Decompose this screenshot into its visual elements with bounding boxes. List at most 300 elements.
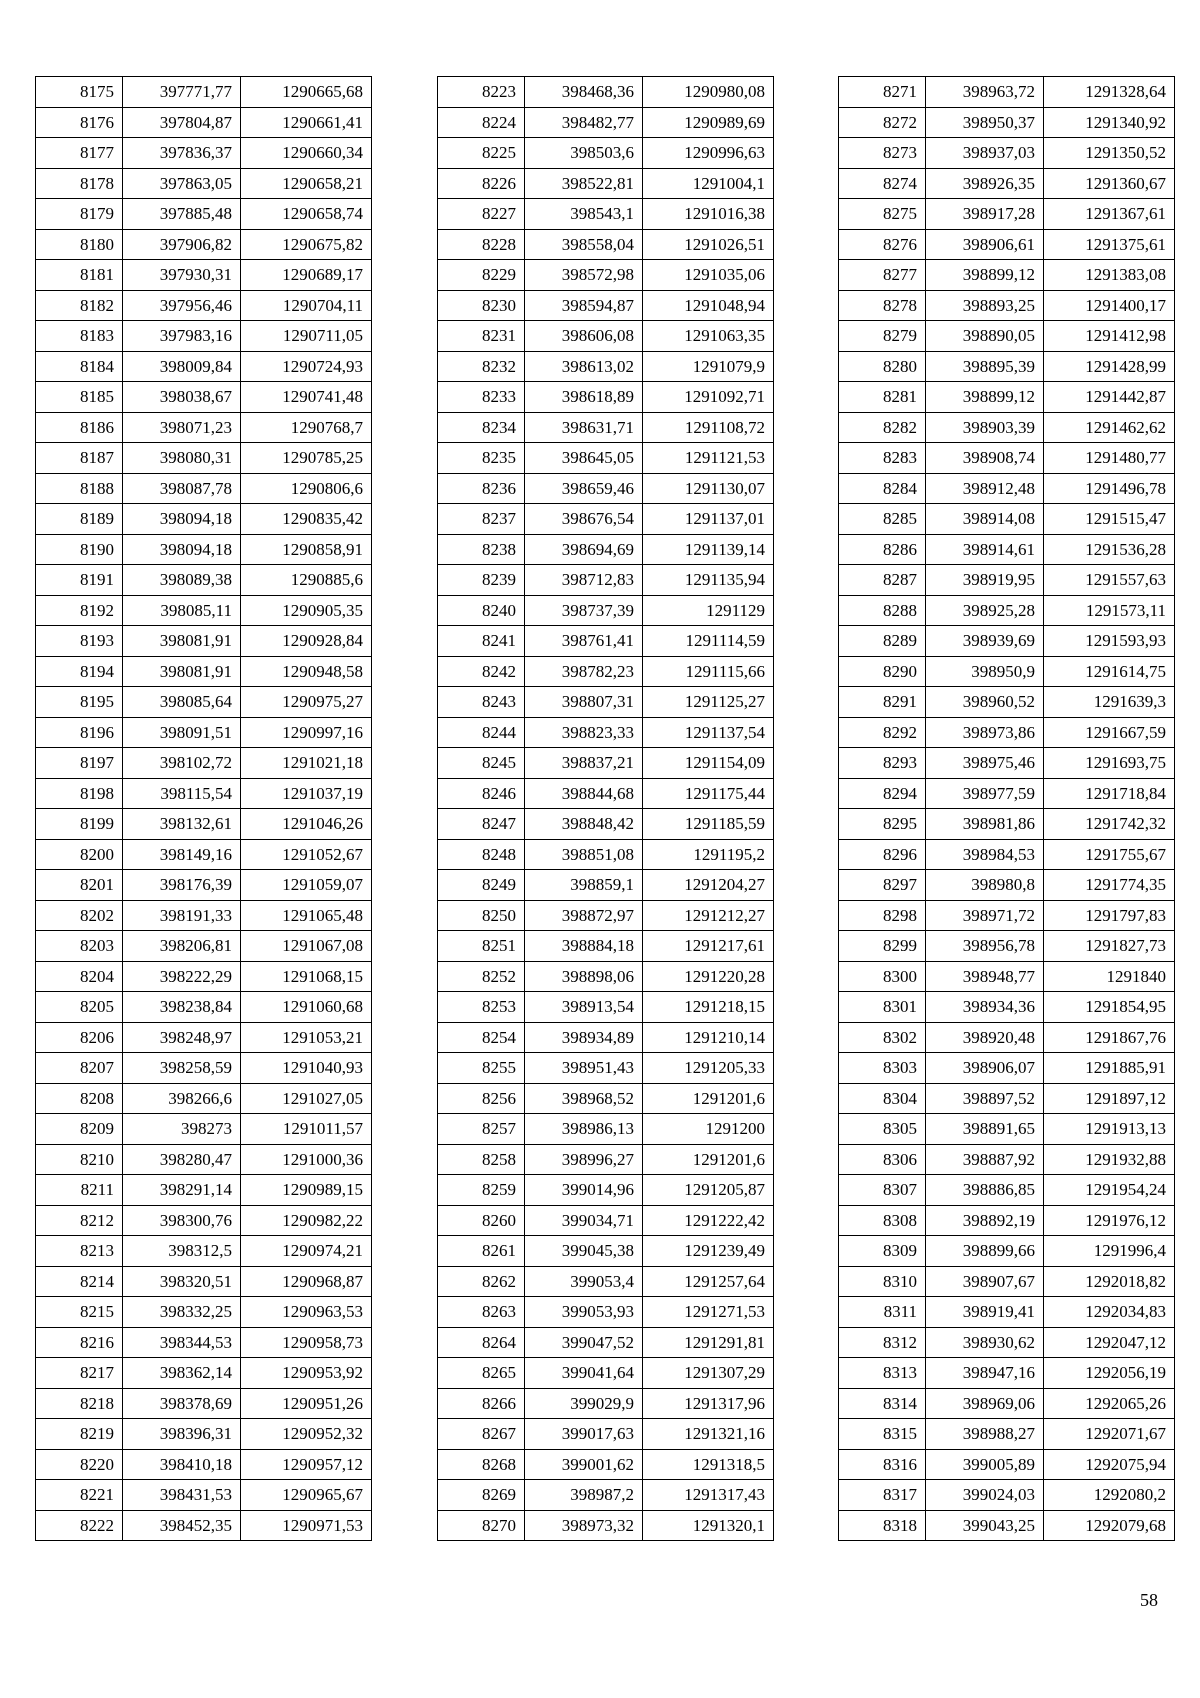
table-row	[36, 778, 372, 809]
y-coordinate-cell: 1290980,08	[643, 77, 774, 108]
x-coordinate-cell: 398312,5	[123, 1236, 241, 1267]
x-coordinate-cell: 398594,87	[525, 290, 643, 321]
x-coordinate-cell: 398176,39	[123, 870, 241, 901]
y-coordinate-cell: 1290658,74	[241, 199, 372, 230]
x-coordinate-cell: 397885,48	[123, 199, 241, 230]
y-coordinate-cell: 1291092,71	[643, 382, 774, 413]
y-coordinate-cell: 1291897,12	[1044, 1083, 1175, 1114]
table-row	[36, 321, 372, 352]
point-number-cell: 8247	[438, 809, 525, 840]
y-coordinate-cell: 1292034,83	[1044, 1297, 1175, 1328]
y-coordinate-cell: 1291383,08	[1044, 260, 1175, 291]
point-number-cell: 8310	[839, 1266, 926, 1297]
x-coordinate-cell: 398981,86	[926, 809, 1044, 840]
y-coordinate-cell: 1291048,94	[643, 290, 774, 321]
table-row	[36, 1083, 372, 1114]
x-coordinate-cell: 398085,64	[123, 687, 241, 718]
x-coordinate-cell: 398080,31	[123, 443, 241, 474]
point-number-cell: 8211	[36, 1175, 123, 1206]
point-number-cell: 8263	[438, 1297, 525, 1328]
point-number-cell: 8306	[839, 1144, 926, 1175]
point-number-cell: 8296	[839, 839, 926, 870]
table-row	[839, 199, 1175, 230]
x-coordinate-cell: 398893,25	[926, 290, 1044, 321]
point-number-cell: 8254	[438, 1022, 525, 1053]
x-coordinate-cell: 397930,31	[123, 260, 241, 291]
x-coordinate-cell: 398431,53	[123, 1480, 241, 1511]
y-coordinate-cell: 1291774,35	[1044, 870, 1175, 901]
table-row	[36, 382, 372, 413]
y-coordinate-cell: 1291742,32	[1044, 809, 1175, 840]
table-row	[438, 1480, 774, 1511]
table-row	[438, 473, 774, 504]
y-coordinate-cell: 1292065,26	[1044, 1388, 1175, 1419]
point-number-cell: 8230	[438, 290, 525, 321]
table-row	[839, 931, 1175, 962]
table-row	[36, 412, 372, 443]
x-coordinate-cell: 398222,29	[123, 961, 241, 992]
y-coordinate-cell: 1291000,36	[241, 1144, 372, 1175]
point-number-cell: 8255	[438, 1053, 525, 1084]
y-coordinate-cell: 1290905,35	[241, 595, 372, 626]
x-coordinate-cell: 398912,48	[926, 473, 1044, 504]
table-row	[839, 229, 1175, 260]
x-coordinate-cell: 397863,05	[123, 168, 241, 199]
y-coordinate-cell: 1290835,42	[241, 504, 372, 535]
table-row	[36, 260, 372, 291]
x-coordinate-cell: 398951,43	[525, 1053, 643, 1084]
table-row	[36, 1358, 372, 1389]
x-coordinate-cell: 398973,86	[926, 717, 1044, 748]
x-coordinate-cell: 398362,14	[123, 1358, 241, 1389]
y-coordinate-cell: 1290711,05	[241, 321, 372, 352]
table-row	[438, 1114, 774, 1145]
y-coordinate-cell: 1292080,2	[1044, 1480, 1175, 1511]
y-coordinate-cell: 1291307,29	[643, 1358, 774, 1389]
x-coordinate-cell: 398988,27	[926, 1419, 1044, 1450]
table-row	[36, 1449, 372, 1480]
table-row	[438, 412, 774, 443]
y-coordinate-cell: 1291271,53	[643, 1297, 774, 1328]
x-coordinate-cell: 398903,39	[926, 412, 1044, 443]
x-coordinate-cell: 397956,46	[123, 290, 241, 321]
point-number-cell: 8224	[438, 107, 525, 138]
x-coordinate-cell: 398950,37	[926, 107, 1044, 138]
point-number-cell: 8252	[438, 961, 525, 992]
y-coordinate-cell: 1291797,83	[1044, 900, 1175, 931]
point-number-cell: 8220	[36, 1449, 123, 1480]
y-coordinate-cell: 1290997,16	[241, 717, 372, 748]
x-coordinate-cell: 398996,27	[525, 1144, 643, 1175]
x-coordinate-cell: 399045,38	[525, 1236, 643, 1267]
table-row	[36, 687, 372, 718]
x-coordinate-cell: 399005,89	[926, 1449, 1044, 1480]
point-number-cell: 8260	[438, 1205, 525, 1236]
y-coordinate-cell: 1291125,27	[643, 687, 774, 718]
point-number-cell: 8184	[36, 351, 123, 382]
table-row	[839, 656, 1175, 687]
x-coordinate-cell: 398937,03	[926, 138, 1044, 169]
table-row	[839, 443, 1175, 474]
x-coordinate-cell: 398676,54	[525, 504, 643, 535]
y-coordinate-cell: 1291108,72	[643, 412, 774, 443]
point-number-cell: 8217	[36, 1358, 123, 1389]
y-coordinate-cell: 1291212,27	[643, 900, 774, 931]
point-number-cell: 8279	[839, 321, 926, 352]
point-number-cell: 8188	[36, 473, 123, 504]
x-coordinate-cell: 398396,31	[123, 1419, 241, 1450]
point-number-cell: 8216	[36, 1327, 123, 1358]
y-coordinate-cell: 1291035,06	[643, 260, 774, 291]
point-number-cell: 8304	[839, 1083, 926, 1114]
point-number-cell: 8269	[438, 1480, 525, 1511]
point-number-cell: 8270	[438, 1510, 525, 1541]
x-coordinate-cell: 399043,25	[926, 1510, 1044, 1541]
x-coordinate-cell: 398977,59	[926, 778, 1044, 809]
table-row	[839, 595, 1175, 626]
y-coordinate-cell: 1291755,67	[1044, 839, 1175, 870]
x-coordinate-cell: 399024,03	[926, 1480, 1044, 1511]
point-number-cell: 8305	[839, 1114, 926, 1145]
x-coordinate-cell: 398895,39	[926, 351, 1044, 382]
point-number-cell: 8215	[36, 1297, 123, 1328]
point-number-cell: 8318	[839, 1510, 926, 1541]
x-coordinate-cell: 398914,61	[926, 534, 1044, 565]
y-coordinate-cell: 1290785,25	[241, 443, 372, 474]
table-row	[36, 626, 372, 657]
x-coordinate-cell: 398934,36	[926, 992, 1044, 1023]
y-coordinate-cell: 1291068,15	[241, 961, 372, 992]
x-coordinate-cell: 398906,07	[926, 1053, 1044, 1084]
table-row	[839, 412, 1175, 443]
point-number-cell: 8191	[36, 565, 123, 596]
x-coordinate-cell: 398984,53	[926, 839, 1044, 870]
point-number-cell: 8288	[839, 595, 926, 626]
x-coordinate-cell: 398273	[123, 1114, 241, 1145]
point-number-cell: 8307	[839, 1175, 926, 1206]
x-coordinate-cell: 398886,85	[926, 1175, 1044, 1206]
x-coordinate-cell: 398320,51	[123, 1266, 241, 1297]
y-coordinate-cell: 1290704,11	[241, 290, 372, 321]
y-coordinate-cell: 1291129	[643, 595, 774, 626]
y-coordinate-cell: 1290928,84	[241, 626, 372, 657]
x-coordinate-cell: 398085,11	[123, 595, 241, 626]
table-row	[438, 1236, 774, 1267]
table-row	[839, 1236, 1175, 1267]
x-coordinate-cell: 398089,38	[123, 565, 241, 596]
table-row	[36, 107, 372, 138]
y-coordinate-cell: 1290957,12	[241, 1449, 372, 1480]
y-coordinate-cell: 1291201,6	[643, 1144, 774, 1175]
y-coordinate-cell: 1290665,68	[241, 77, 372, 108]
y-coordinate-cell: 1290768,7	[241, 412, 372, 443]
table-row	[438, 900, 774, 931]
table-row	[839, 1053, 1175, 1084]
x-coordinate-cell: 399017,63	[525, 1419, 643, 1450]
table-row	[438, 1388, 774, 1419]
point-number-cell: 8235	[438, 443, 525, 474]
table-row	[36, 351, 372, 382]
y-coordinate-cell: 1291360,67	[1044, 168, 1175, 199]
y-coordinate-cell: 1291021,18	[241, 748, 372, 779]
y-coordinate-cell: 1291854,95	[1044, 992, 1175, 1023]
y-coordinate-cell: 1290885,6	[241, 565, 372, 596]
y-coordinate-cell: 1291059,07	[241, 870, 372, 901]
point-number-cell: 8246	[438, 778, 525, 809]
x-coordinate-cell: 398975,46	[926, 748, 1044, 779]
point-number-cell: 8294	[839, 778, 926, 809]
x-coordinate-cell: 398238,84	[123, 992, 241, 1023]
x-coordinate-cell: 398091,51	[123, 717, 241, 748]
x-coordinate-cell: 397836,37	[123, 138, 241, 169]
point-number-cell: 8256	[438, 1083, 525, 1114]
point-number-cell: 8222	[36, 1510, 123, 1541]
point-number-cell: 8317	[839, 1480, 926, 1511]
y-coordinate-cell: 1291639,3	[1044, 687, 1175, 718]
table-row	[438, 1419, 774, 1450]
table-row	[36, 1236, 372, 1267]
point-number-cell: 8248	[438, 839, 525, 870]
table-row	[438, 107, 774, 138]
x-coordinate-cell: 397983,16	[123, 321, 241, 352]
table-row	[36, 77, 372, 108]
table-row	[36, 1266, 372, 1297]
y-coordinate-cell: 1291693,75	[1044, 748, 1175, 779]
x-coordinate-cell: 398618,89	[525, 382, 643, 413]
point-number-cell: 8190	[36, 534, 123, 565]
y-coordinate-cell: 1291121,53	[643, 443, 774, 474]
point-number-cell: 8308	[839, 1205, 926, 1236]
point-number-cell: 8214	[36, 1266, 123, 1297]
x-coordinate-cell: 398897,52	[926, 1083, 1044, 1114]
point-number-cell: 8292	[839, 717, 926, 748]
y-coordinate-cell: 1291257,64	[643, 1266, 774, 1297]
y-coordinate-cell: 1291885,91	[1044, 1053, 1175, 1084]
y-coordinate-cell: 1291718,84	[1044, 778, 1175, 809]
table-row	[36, 1419, 372, 1450]
point-number-cell: 8284	[839, 473, 926, 504]
point-number-cell: 8301	[839, 992, 926, 1023]
table-row	[438, 534, 774, 565]
table-row	[36, 1297, 372, 1328]
point-number-cell: 8176	[36, 107, 123, 138]
table-row	[36, 1114, 372, 1145]
table-row	[36, 870, 372, 901]
table-row	[438, 717, 774, 748]
x-coordinate-cell: 398919,95	[926, 565, 1044, 596]
x-coordinate-cell: 398248,97	[123, 1022, 241, 1053]
point-number-cell: 8212	[36, 1205, 123, 1236]
y-coordinate-cell: 1291462,62	[1044, 412, 1175, 443]
y-coordinate-cell: 1291204,27	[643, 870, 774, 901]
table-row	[839, 473, 1175, 504]
point-number-cell: 8258	[438, 1144, 525, 1175]
table-row	[438, 199, 774, 230]
point-number-cell: 8231	[438, 321, 525, 352]
x-coordinate-cell: 398980,8	[926, 870, 1044, 901]
point-number-cell: 8208	[36, 1083, 123, 1114]
y-coordinate-cell: 1291065,48	[241, 900, 372, 931]
x-coordinate-cell: 398956,78	[926, 931, 1044, 962]
x-coordinate-cell: 398807,31	[525, 687, 643, 718]
point-number-cell: 8200	[36, 839, 123, 870]
table-row	[839, 961, 1175, 992]
table-row	[36, 717, 372, 748]
table-row	[438, 1053, 774, 1084]
y-coordinate-cell: 1291428,99	[1044, 351, 1175, 382]
x-coordinate-cell: 398872,97	[525, 900, 643, 931]
point-number-cell: 8291	[839, 687, 926, 718]
x-coordinate-cell: 398258,59	[123, 1053, 241, 1084]
point-number-cell: 8259	[438, 1175, 525, 1206]
point-number-cell: 8268	[438, 1449, 525, 1480]
point-number-cell: 8206	[36, 1022, 123, 1053]
table-row	[839, 1327, 1175, 1358]
y-coordinate-cell: 1291220,28	[643, 961, 774, 992]
point-number-cell: 8290	[839, 656, 926, 687]
x-coordinate-cell: 398081,91	[123, 626, 241, 657]
x-coordinate-cell: 399014,96	[525, 1175, 643, 1206]
point-number-cell: 8300	[839, 961, 926, 992]
table-row	[36, 1327, 372, 1358]
y-coordinate-cell: 1291130,07	[643, 473, 774, 504]
table-row	[839, 1449, 1175, 1480]
point-number-cell: 8193	[36, 626, 123, 657]
table-row	[839, 1358, 1175, 1389]
point-number-cell: 8303	[839, 1053, 926, 1084]
y-coordinate-cell: 1290660,34	[241, 138, 372, 169]
point-number-cell: 8267	[438, 1419, 525, 1450]
table-row	[36, 138, 372, 169]
table-row	[839, 778, 1175, 809]
table-row	[36, 656, 372, 687]
x-coordinate-cell: 398851,08	[525, 839, 643, 870]
table-row	[438, 839, 774, 870]
table-row	[438, 351, 774, 382]
point-number-cell: 8287	[839, 565, 926, 596]
y-coordinate-cell: 1291205,33	[643, 1053, 774, 1084]
y-coordinate-cell: 1290982,22	[241, 1205, 372, 1236]
x-coordinate-cell: 398094,18	[123, 534, 241, 565]
table-row	[839, 260, 1175, 291]
point-number-cell: 8271	[839, 77, 926, 108]
y-coordinate-cell: 1291137,01	[643, 504, 774, 535]
point-number-cell: 8276	[839, 229, 926, 260]
x-coordinate-cell: 398332,25	[123, 1297, 241, 1328]
x-coordinate-cell: 398925,28	[926, 595, 1044, 626]
point-number-cell: 8244	[438, 717, 525, 748]
point-number-cell: 8198	[36, 778, 123, 809]
x-coordinate-cell: 398899,12	[926, 260, 1044, 291]
x-coordinate-cell: 398920,48	[926, 1022, 1044, 1053]
table-row	[438, 748, 774, 779]
table-row	[36, 1480, 372, 1511]
y-coordinate-cell: 1291996,4	[1044, 1236, 1175, 1267]
x-coordinate-cell: 398132,61	[123, 809, 241, 840]
table-row	[438, 626, 774, 657]
y-coordinate-cell: 1291222,42	[643, 1205, 774, 1236]
point-number-cell: 8285	[839, 504, 926, 535]
table-row	[36, 229, 372, 260]
table-row	[839, 77, 1175, 108]
table-row	[839, 900, 1175, 931]
y-coordinate-cell: 1291201,6	[643, 1083, 774, 1114]
point-number-cell: 8210	[36, 1144, 123, 1175]
y-coordinate-cell: 1290658,21	[241, 168, 372, 199]
point-number-cell: 8314	[839, 1388, 926, 1419]
point-number-cell: 8227	[438, 199, 525, 230]
point-number-cell: 8233	[438, 382, 525, 413]
y-coordinate-cell: 1291827,73	[1044, 931, 1175, 962]
y-coordinate-cell: 1290689,17	[241, 260, 372, 291]
x-coordinate-cell: 398907,67	[926, 1266, 1044, 1297]
point-number-cell: 8186	[36, 412, 123, 443]
table-row	[438, 961, 774, 992]
point-number-cell: 8274	[839, 168, 926, 199]
x-coordinate-cell: 398859,1	[525, 870, 643, 901]
y-coordinate-cell: 1290963,53	[241, 1297, 372, 1328]
point-number-cell: 8209	[36, 1114, 123, 1145]
point-number-cell: 8228	[438, 229, 525, 260]
coordinates-table-1	[35, 76, 372, 1541]
point-number-cell: 8205	[36, 992, 123, 1023]
table-row	[438, 1083, 774, 1114]
point-number-cell: 8250	[438, 900, 525, 931]
table-row	[438, 1510, 774, 1541]
x-coordinate-cell: 398898,06	[525, 961, 643, 992]
x-coordinate-cell: 398522,81	[525, 168, 643, 199]
y-coordinate-cell: 1290971,53	[241, 1510, 372, 1541]
y-coordinate-cell: 1291375,61	[1044, 229, 1175, 260]
point-number-cell: 8283	[839, 443, 926, 474]
x-coordinate-cell: 398960,52	[926, 687, 1044, 718]
point-number-cell: 8245	[438, 748, 525, 779]
table-row	[36, 961, 372, 992]
y-coordinate-cell: 1290974,21	[241, 1236, 372, 1267]
y-coordinate-cell: 1290989,15	[241, 1175, 372, 1206]
point-number-cell: 8265	[438, 1358, 525, 1389]
y-coordinate-cell: 1291557,63	[1044, 565, 1175, 596]
y-coordinate-cell: 1291614,75	[1044, 656, 1175, 687]
y-coordinate-cell: 1291496,78	[1044, 473, 1175, 504]
x-coordinate-cell: 398930,62	[926, 1327, 1044, 1358]
x-coordinate-cell: 398452,35	[123, 1510, 241, 1541]
x-coordinate-cell: 398917,28	[926, 199, 1044, 230]
y-coordinate-cell: 1291412,98	[1044, 321, 1175, 352]
table-row	[839, 992, 1175, 1023]
point-number-cell: 8298	[839, 900, 926, 931]
y-coordinate-cell: 1290724,93	[241, 351, 372, 382]
page-number: 58	[1140, 1590, 1158, 1610]
x-coordinate-cell: 398266,6	[123, 1083, 241, 1114]
y-coordinate-cell: 1291053,21	[241, 1022, 372, 1053]
table-row	[438, 1358, 774, 1389]
point-number-cell: 8183	[36, 321, 123, 352]
x-coordinate-cell: 398503,6	[525, 138, 643, 169]
x-coordinate-cell: 398468,36	[525, 77, 643, 108]
y-coordinate-cell: 1291139,14	[643, 534, 774, 565]
table-row	[438, 687, 774, 718]
x-coordinate-cell: 398782,23	[525, 656, 643, 687]
y-coordinate-cell: 1290975,27	[241, 687, 372, 718]
x-coordinate-cell: 397771,77	[123, 77, 241, 108]
y-coordinate-cell: 1290741,48	[241, 382, 372, 413]
table-row	[438, 443, 774, 474]
table-row	[839, 565, 1175, 596]
y-coordinate-cell: 1290965,67	[241, 1480, 372, 1511]
point-number-cell: 8251	[438, 931, 525, 962]
point-number-cell: 8203	[36, 931, 123, 962]
